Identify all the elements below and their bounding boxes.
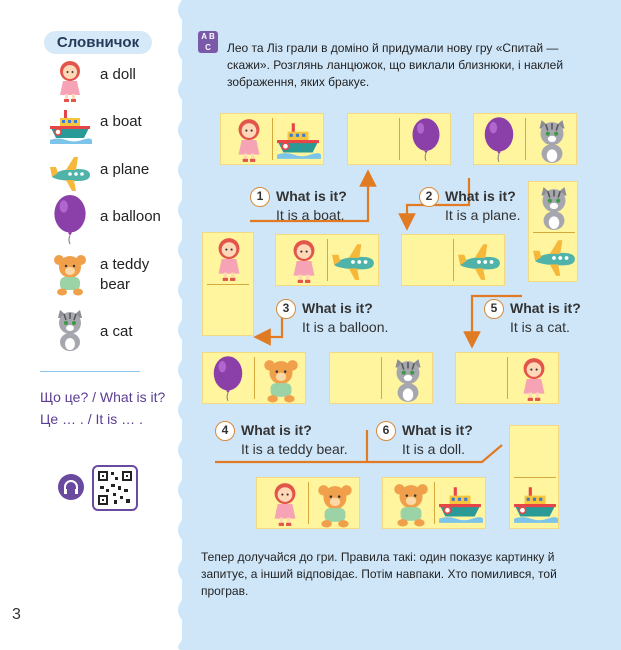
qr-code-icon[interactable] xyxy=(92,465,138,511)
teddy-bear-icon xyxy=(313,482,357,528)
vocab-label: a plane xyxy=(100,161,150,178)
vocab-item-boat xyxy=(48,104,178,144)
domino-balloon-cat xyxy=(473,113,577,165)
answer-text: It is a boat. xyxy=(276,207,345,223)
question-text: What is it? xyxy=(402,422,473,438)
question-text: What is it? xyxy=(302,300,373,316)
vocab-item-balloon xyxy=(48,195,178,235)
phrase-question: Що це? / What is it? xyxy=(40,389,166,405)
balloon-icon xyxy=(209,355,247,403)
domino-blank-boat xyxy=(509,425,559,529)
question-text: What is it? xyxy=(241,422,312,438)
plane-icon xyxy=(456,239,502,283)
rules-text: Тепер долучайся до гри. Правила такі: один показує картинку й запитує, а інший відповідає. Потім навпаки. Хто помилився, той програв. xyxy=(201,550,557,598)
question-text: What is it? xyxy=(445,188,516,204)
vocab-item-plane xyxy=(48,151,178,191)
answer-text: It is a balloon. xyxy=(302,319,389,335)
domino-balloon-bear xyxy=(202,352,306,404)
vocabulary-title: Словничок xyxy=(44,31,152,54)
doll-icon xyxy=(48,59,92,103)
domino-blank-cat xyxy=(329,352,433,404)
teddy-bear-icon xyxy=(389,481,433,527)
teddy-bear-icon xyxy=(259,357,303,403)
boat-icon xyxy=(275,118,321,162)
domino-cat-plane xyxy=(528,181,578,282)
question-text: What is it? xyxy=(276,188,347,204)
step-number: 4 xyxy=(215,421,235,441)
divider xyxy=(40,371,140,372)
plane-icon xyxy=(48,151,92,195)
step-number: 1 xyxy=(250,187,270,207)
phrase-answer: Це … . / It is … . xyxy=(40,411,143,427)
domino-blank-plane xyxy=(401,234,505,286)
vocab-label: a doll xyxy=(100,66,136,83)
domino-blank-doll xyxy=(455,352,559,404)
headphones-icon[interactable] xyxy=(58,474,84,500)
step-number: 2 xyxy=(419,187,439,207)
doll-icon xyxy=(512,356,556,402)
balloon-icon xyxy=(480,116,518,164)
cat-icon xyxy=(48,308,92,352)
answer-text: It is a doll. xyxy=(402,441,466,457)
plane-icon xyxy=(330,239,376,283)
vocab-item-doll xyxy=(48,59,178,99)
domino-bear-boat xyxy=(382,477,486,529)
cat-icon xyxy=(530,118,574,164)
doll-icon xyxy=(282,238,326,284)
doll-icon xyxy=(263,481,307,527)
teddy-bear-icon xyxy=(48,252,92,296)
vocab-label: a cat xyxy=(100,323,133,340)
answer-text: It is a cat. xyxy=(510,319,570,335)
boat-icon xyxy=(512,482,558,526)
boat-icon xyxy=(437,482,483,526)
vocab-label: a boat xyxy=(100,113,142,130)
domino-blank-balloon xyxy=(347,113,451,165)
instruction-text: Лео та Ліз грали в доміно й придумали нову гру «Спитай — скажи». Розглянь ланцюжок, що виклали близнюки, і наклей зображення, яких бракує. xyxy=(227,41,564,89)
answer-text: It is a plane. xyxy=(445,207,521,223)
question-text: What is it? xyxy=(510,300,581,316)
balloon-icon xyxy=(48,195,92,245)
doll-icon xyxy=(227,117,271,163)
domino-doll-plane xyxy=(275,234,379,286)
cat-icon xyxy=(386,357,430,403)
plane-icon xyxy=(531,236,577,278)
step-number: 6 xyxy=(376,421,396,441)
domino-doll-blank xyxy=(202,232,254,336)
vocab-item-teddy-bear xyxy=(48,252,178,298)
vocab-label: a balloon xyxy=(100,208,161,225)
step-number: 5 xyxy=(484,299,504,319)
boat-icon xyxy=(48,104,92,148)
balloon-icon xyxy=(408,116,444,164)
vocab-item-cat xyxy=(48,308,178,348)
page-number: 3 xyxy=(12,606,21,623)
domino-doll-boat xyxy=(220,113,324,165)
vocab-label: a teddy bear xyxy=(100,256,150,293)
domino-doll-bear xyxy=(256,477,360,529)
step-number: 3 xyxy=(276,299,296,319)
abc-icon: A B C xyxy=(198,31,218,53)
doll-icon xyxy=(207,236,251,282)
cat-icon xyxy=(532,185,576,231)
answer-text: It is a teddy bear. xyxy=(241,441,348,457)
